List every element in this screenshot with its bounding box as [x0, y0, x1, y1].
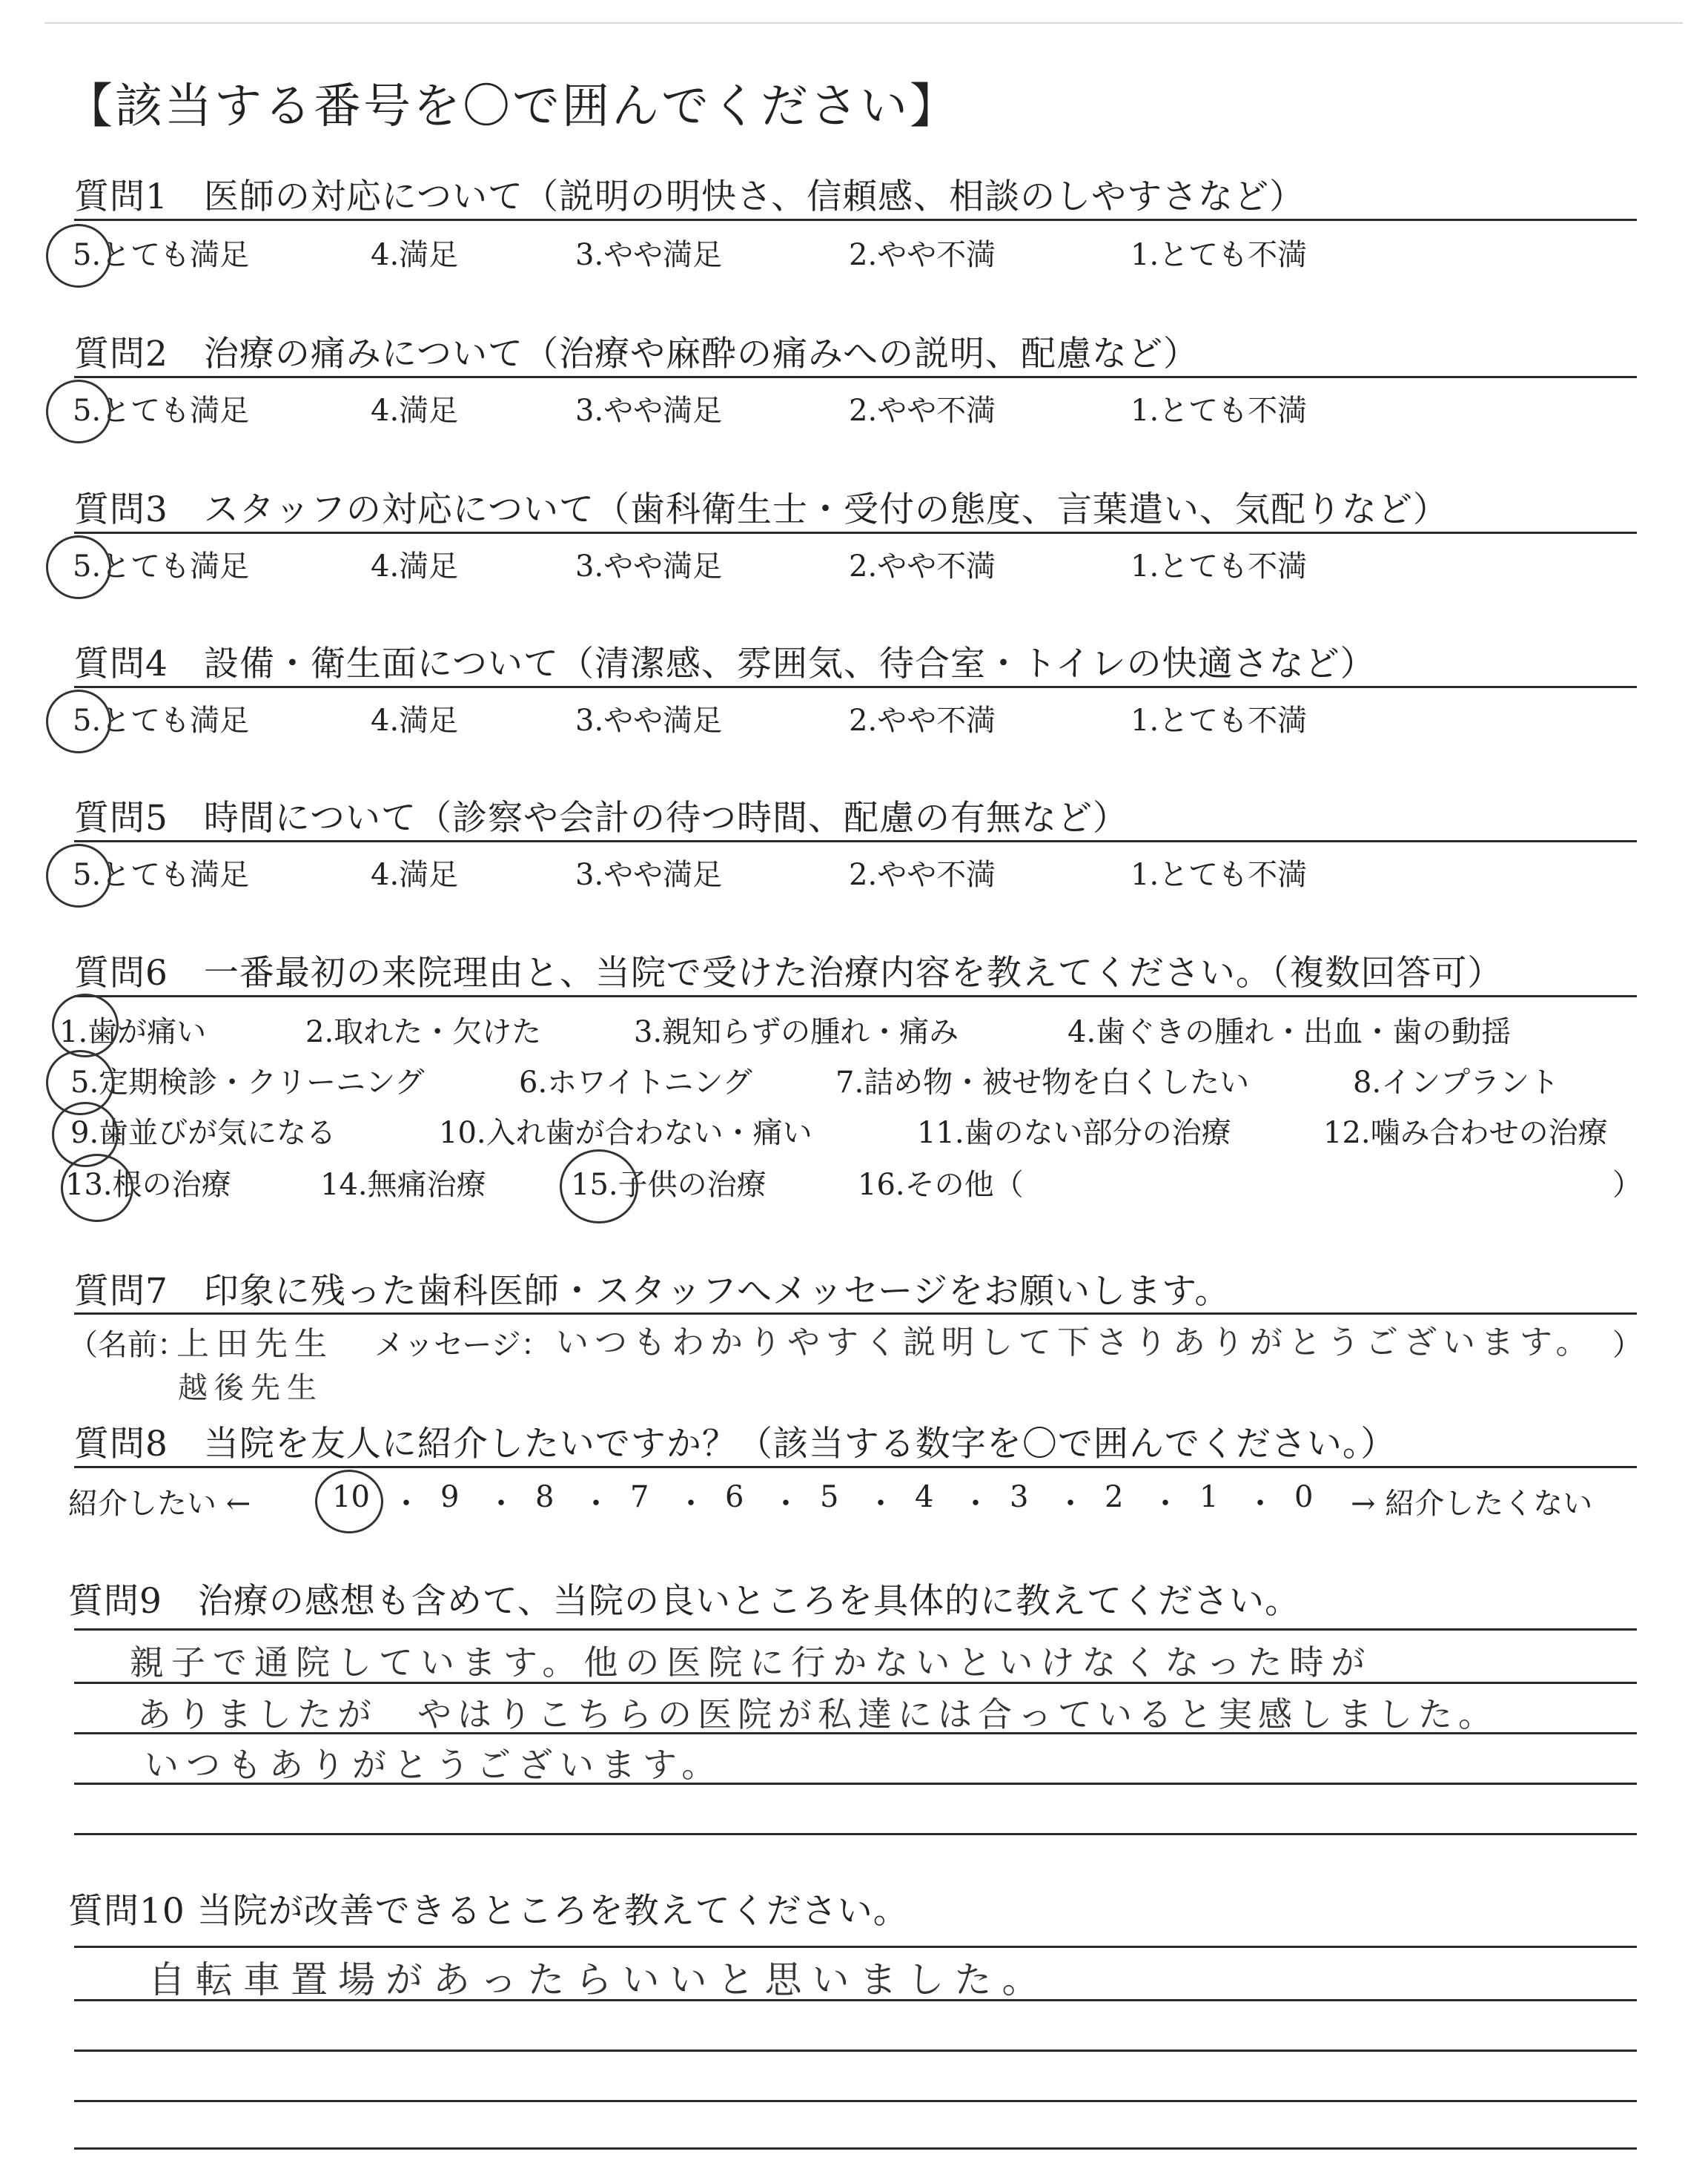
- q8-separator: ・: [676, 1487, 706, 1521]
- q9-answer-line-2[interactable]: ありましたが やはりこちらの医院が私達には合っていると実感しました。: [137, 1694, 1498, 1734]
- q9-line-1: [74, 1628, 1637, 1631]
- q8-title: 質問8 当院を友人に紹介したいですか？（該当する数字を〇で囲んでください。）: [74, 1424, 1397, 1464]
- q6-option-2[interactable]: 2.取れた・欠けた: [305, 1015, 542, 1049]
- q6-option-8[interactable]: 8.インプラント: [1353, 1066, 1560, 1100]
- page-top-edge: [44, 22, 1683, 24]
- q5-option-3[interactable]: 3.やや満足: [575, 858, 723, 892]
- q10-answer-line-1[interactable]: 自転車置場があったらいいと思いました。: [148, 1958, 1050, 2001]
- q7-message-label: メッセージ：: [374, 1328, 551, 1362]
- q5-title: 質問5 時間について（診察や会計の待つ時間、配慮の有無など）: [74, 798, 1128, 839]
- q8-left-label: 紹介したい ←: [68, 1487, 251, 1521]
- q9-answer-line-1[interactable]: 親子で通院しています。他の医院に行かないといけなくなった時が: [130, 1642, 1373, 1682]
- q6-option-10[interactable]: 10.入れ歯が合わない・痛い: [439, 1116, 812, 1150]
- q6-rule: [74, 995, 1637, 997]
- q3-option-5[interactable]: 5.とても満足: [73, 549, 250, 584]
- q6-title: 質問6 一番最初の来院理由と、当院で受けた治療内容を教えてください。（複数回答可）: [74, 953, 1503, 994]
- q8-separator: ・: [486, 1487, 516, 1521]
- q5-selected-circle: [46, 844, 111, 908]
- q7-name-label: （名前：: [68, 1328, 187, 1362]
- q6-option-13[interactable]: 13.根の治療: [65, 1168, 231, 1202]
- q6-option-12[interactable]: 12.噛み合わせの治療: [1323, 1116, 1608, 1150]
- q5-option-2[interactable]: 2.やや不満: [849, 858, 996, 892]
- q7-title: 質問7 印象に残った歯科医師・スタッフへメッセージをお願いします。: [74, 1271, 1231, 1312]
- q8-scale-10[interactable]: 10: [332, 1480, 370, 1514]
- q2-option-3[interactable]: 3.やや満足: [575, 394, 723, 428]
- q4-option-3[interactable]: 3.やや満足: [575, 704, 723, 738]
- q7-close-paren: ）: [1612, 1328, 1642, 1362]
- q8-separator: ・: [581, 1487, 611, 1521]
- q6-option-9[interactable]: 9.歯並びが気になる: [70, 1116, 337, 1150]
- q2-selected-circle: [46, 380, 111, 443]
- q8-rule: [74, 1466, 1637, 1468]
- q6-selected-circle-15: [560, 1149, 638, 1223]
- q9-line-5: [74, 1833, 1637, 1835]
- q1-title: 質問1 医師の対応について（説明の明快さ、信頼感、相談のしやすさなど）: [74, 176, 1305, 217]
- q3-option-2[interactable]: 2.やや不満: [849, 549, 996, 584]
- q3-option-3[interactable]: 3.やや満足: [575, 549, 723, 584]
- q9-answer-line-3[interactable]: いつもありがとうございます。: [145, 1745, 724, 1785]
- q7-message-value[interactable]: いつもわかりやすく説明して下さりありがとうございます。: [556, 1324, 1595, 1361]
- q6-selected-circle-13: [61, 1154, 133, 1222]
- q10-title: 質問10 当院が改善できるところを教えてください。: [68, 1891, 909, 1932]
- q4-option-5[interactable]: 5.とても満足: [73, 704, 250, 738]
- q6-option-11[interactable]: 11.歯のない部分の治療: [917, 1116, 1231, 1150]
- q5-option-5[interactable]: 5.とても満足: [73, 858, 250, 892]
- q7-name-value-1[interactable]: 上田先生: [176, 1325, 334, 1363]
- q8-scale-2[interactable]: 2: [1105, 1480, 1124, 1514]
- q6-option-6[interactable]: 6.ホワイトニング: [519, 1066, 752, 1100]
- q8-separator: ・: [961, 1487, 990, 1521]
- q1-option-3[interactable]: 3.やや満足: [575, 238, 723, 272]
- q4-option-1[interactable]: 1.とても不満: [1131, 704, 1308, 738]
- q3-option-4[interactable]: 4.満足: [371, 549, 459, 584]
- q6-option-7[interactable]: 7.詰め物・被せ物を白くしたい: [835, 1066, 1250, 1100]
- q8-scale-5[interactable]: 5: [820, 1480, 839, 1514]
- q1-option-1[interactable]: 1.とても不満: [1131, 238, 1308, 272]
- q8-scale-6[interactable]: 6: [725, 1480, 744, 1514]
- q1-selected-circle: [46, 224, 111, 288]
- q2-option-2[interactable]: 2.やや不満: [849, 394, 996, 428]
- q6-option-3[interactable]: 3.親知らずの腫れ・痛み: [634, 1015, 959, 1049]
- q6-option-5[interactable]: 5.定期検診・クリーニング: [70, 1066, 425, 1100]
- q6-other-close-paren: ）: [1612, 1168, 1642, 1202]
- q1-rule: [74, 219, 1637, 221]
- q8-selected-circle: [315, 1470, 383, 1533]
- q8-separator: ・: [391, 1487, 421, 1521]
- q2-option-4[interactable]: 4.満足: [371, 394, 459, 428]
- q8-scale-3[interactable]: 3: [1010, 1480, 1029, 1514]
- q8-scale-8[interactable]: 8: [535, 1480, 555, 1514]
- q4-selected-circle: [46, 690, 111, 753]
- q8-scale-1[interactable]: 1: [1199, 1480, 1219, 1514]
- q1-option-2[interactable]: 2.やや不満: [849, 238, 996, 272]
- q6-option-4[interactable]: 4.歯ぐきの腫れ・出血・歯の動揺: [1068, 1015, 1512, 1049]
- q1-option-5[interactable]: 5.とても満足: [73, 238, 250, 272]
- q4-rule: [74, 686, 1637, 688]
- q8-separator: ・: [771, 1487, 801, 1521]
- q6-option-1[interactable]: 1.歯が痛い: [59, 1015, 207, 1049]
- q5-rule: [74, 840, 1637, 842]
- q4-option-4[interactable]: 4.満足: [371, 704, 459, 738]
- q3-rule: [74, 532, 1637, 534]
- q10-line-4: [74, 2100, 1637, 2102]
- q6-option-14[interactable]: 14.無痛治療: [320, 1168, 486, 1202]
- q3-title: 質問3 スタッフの対応について（歯科衛生士・受付の態度、言葉遣い、気配りなど）: [74, 489, 1449, 530]
- q8-scale-4[interactable]: 4: [915, 1480, 934, 1514]
- q9-title: 質問9 治療の感想も含めて、当院の良いところを具体的に教えてください。: [68, 1581, 1300, 1622]
- q7-rule: [74, 1312, 1637, 1315]
- q6-option-16[interactable]: 16.その他（: [858, 1168, 1024, 1202]
- q10-line-1: [74, 1946, 1637, 1948]
- q8-separator: ・: [866, 1487, 896, 1521]
- q8-separator: ・: [1245, 1487, 1275, 1521]
- q6-option-15[interactable]: 15.子供の治療: [571, 1168, 767, 1202]
- q2-rule: [74, 376, 1637, 378]
- q10-line-5: [74, 2147, 1637, 2150]
- q10-line-3: [74, 2050, 1637, 2052]
- q5-option-1[interactable]: 1.とても不満: [1131, 858, 1308, 892]
- q8-right-label: → 紹介したくない: [1351, 1487, 1593, 1521]
- q6-selected-circle-1: [52, 994, 119, 1057]
- q8-scale-7[interactable]: 7: [630, 1480, 649, 1514]
- q8-separator: ・: [1151, 1487, 1180, 1521]
- q2-title: 質問2 治療の痛みについて（治療や麻酔の痛みへの説明、配慮など）: [74, 334, 1199, 374]
- page-header: 【該当する番号を〇で囲んでください】: [65, 79, 959, 134]
- q4-option-2[interactable]: 2.やや不満: [849, 704, 996, 738]
- q4-title: 質問4 設備・衛生面について（清潔感、雰囲気、待合室・トイレの快適さなど）: [74, 644, 1376, 684]
- q8-scale-9[interactable]: 9: [440, 1480, 460, 1514]
- q3-selected-circle: [46, 535, 111, 599]
- q2-option-1[interactable]: 1.とても不満: [1131, 394, 1308, 428]
- q8-scale-0[interactable]: 0: [1294, 1480, 1314, 1514]
- q1-option-4[interactable]: 4.満足: [371, 238, 459, 272]
- q8-separator: ・: [1056, 1487, 1085, 1521]
- q7-name-value-2[interactable]: 越後先生: [178, 1371, 323, 1405]
- q3-option-1[interactable]: 1.とても不満: [1131, 549, 1308, 584]
- q2-option-5[interactable]: 5.とても満足: [73, 394, 250, 428]
- q5-option-4[interactable]: 4.満足: [371, 858, 459, 892]
